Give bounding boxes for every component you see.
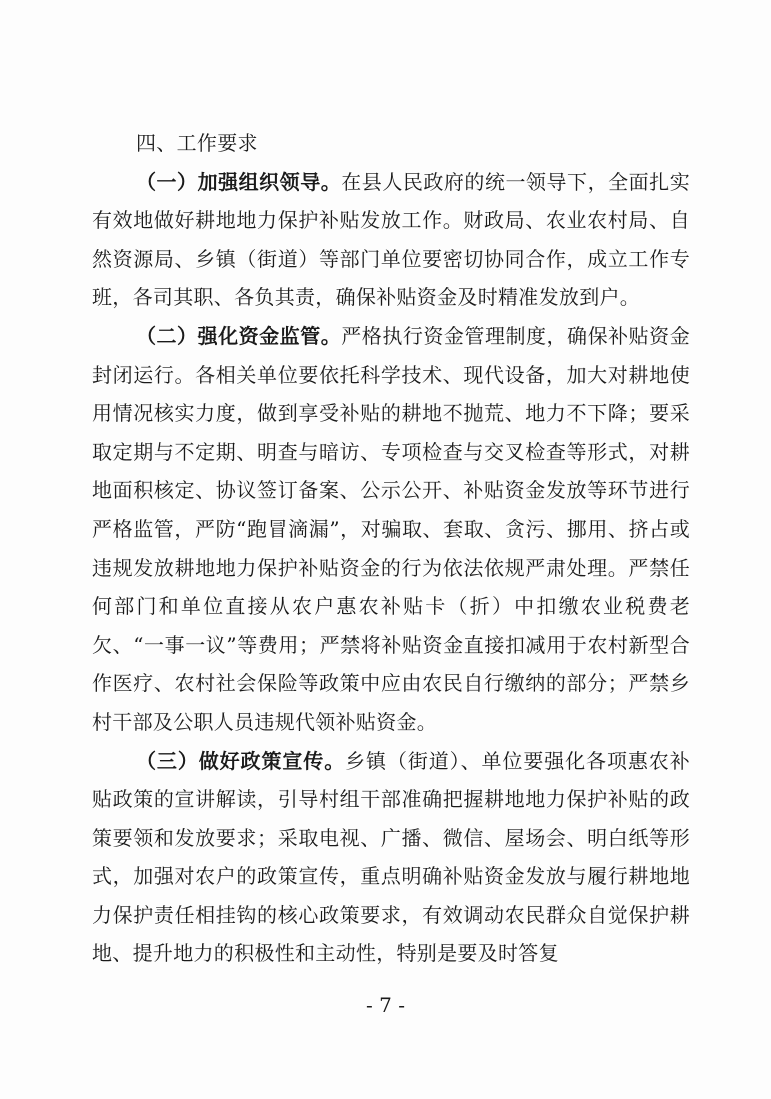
paragraph-fund-supervision <box>92 317 690 742</box>
section-heading: 四、工作要求 <box>136 131 258 155</box>
document-body <box>92 124 690 973</box>
paragraph-lead: （三）做好政策宣传。 <box>136 748 346 773</box>
paragraph-lead: （一）加强组织领导。 <box>136 169 342 194</box>
page-number: - 7 - <box>366 993 405 1017</box>
paragraph-lead: （二）强化资金监管。 <box>136 323 342 348</box>
paragraph-body: 乡镇（街道）、单位要强化各项惠农补贴政策的宣讲解读，引导村组干部准确把握耕地地力保护补贴的政策要领和发放要求；采取电视、广播、微信、屋场会、明白纸等形式，加强对农户的政策宣传，重点明确补贴资金发放与履行耕地地力保护责任相挂钩的核心政策要求，有效调动农民群众自觉保护耕地、提升地力的积极性和主动性，特别是要及时答复 <box>92 748 691 966</box>
paragraph-body: 在县人民政府的统一领导下，全面扎实有效地做好耕地地力保护补贴发放工作。财政局、农业农村局、自然资源局、乡镇（街道）等部门单位要密切协同合作，成立工作专班，各司其职、各负其责，确保补贴资金及时精准发放到户。 <box>92 169 690 310</box>
paragraph-body: 严格执行资金管理制度，确保补贴资金封闭运行。各相关单位要依托科学技术、现代设备，加大对耕地使用情况核实力度，做到享受补贴的耕地不抛荒、地力不下降；要采取定期与不定期、明查与暗访、专项检查与交叉检查等形式，对耕地面积核定、协议签订备案、公示公开、补贴资金发放等环节进行严格监管，严防“跑冒滴漏”，对骗取、套取、贪污、挪用、挤占或违规发放耕地地力保护补贴资金的行为依法依规严肃处理。严禁任何部门和单位直接从农户惠农补贴卡（折）中扣缴农业税费老欠、“一事一议”等费用；严禁将补贴资金直接扣减用于农村新型合作医疗、农村社会保险等政策中应由农民自行缴纳的部分；严禁乡村干部及公职人员违规代领补贴资金。 <box>92 323 690 734</box>
paragraph-policy-publicity <box>92 742 690 974</box>
paragraph-organization-leadership <box>92 163 690 317</box>
